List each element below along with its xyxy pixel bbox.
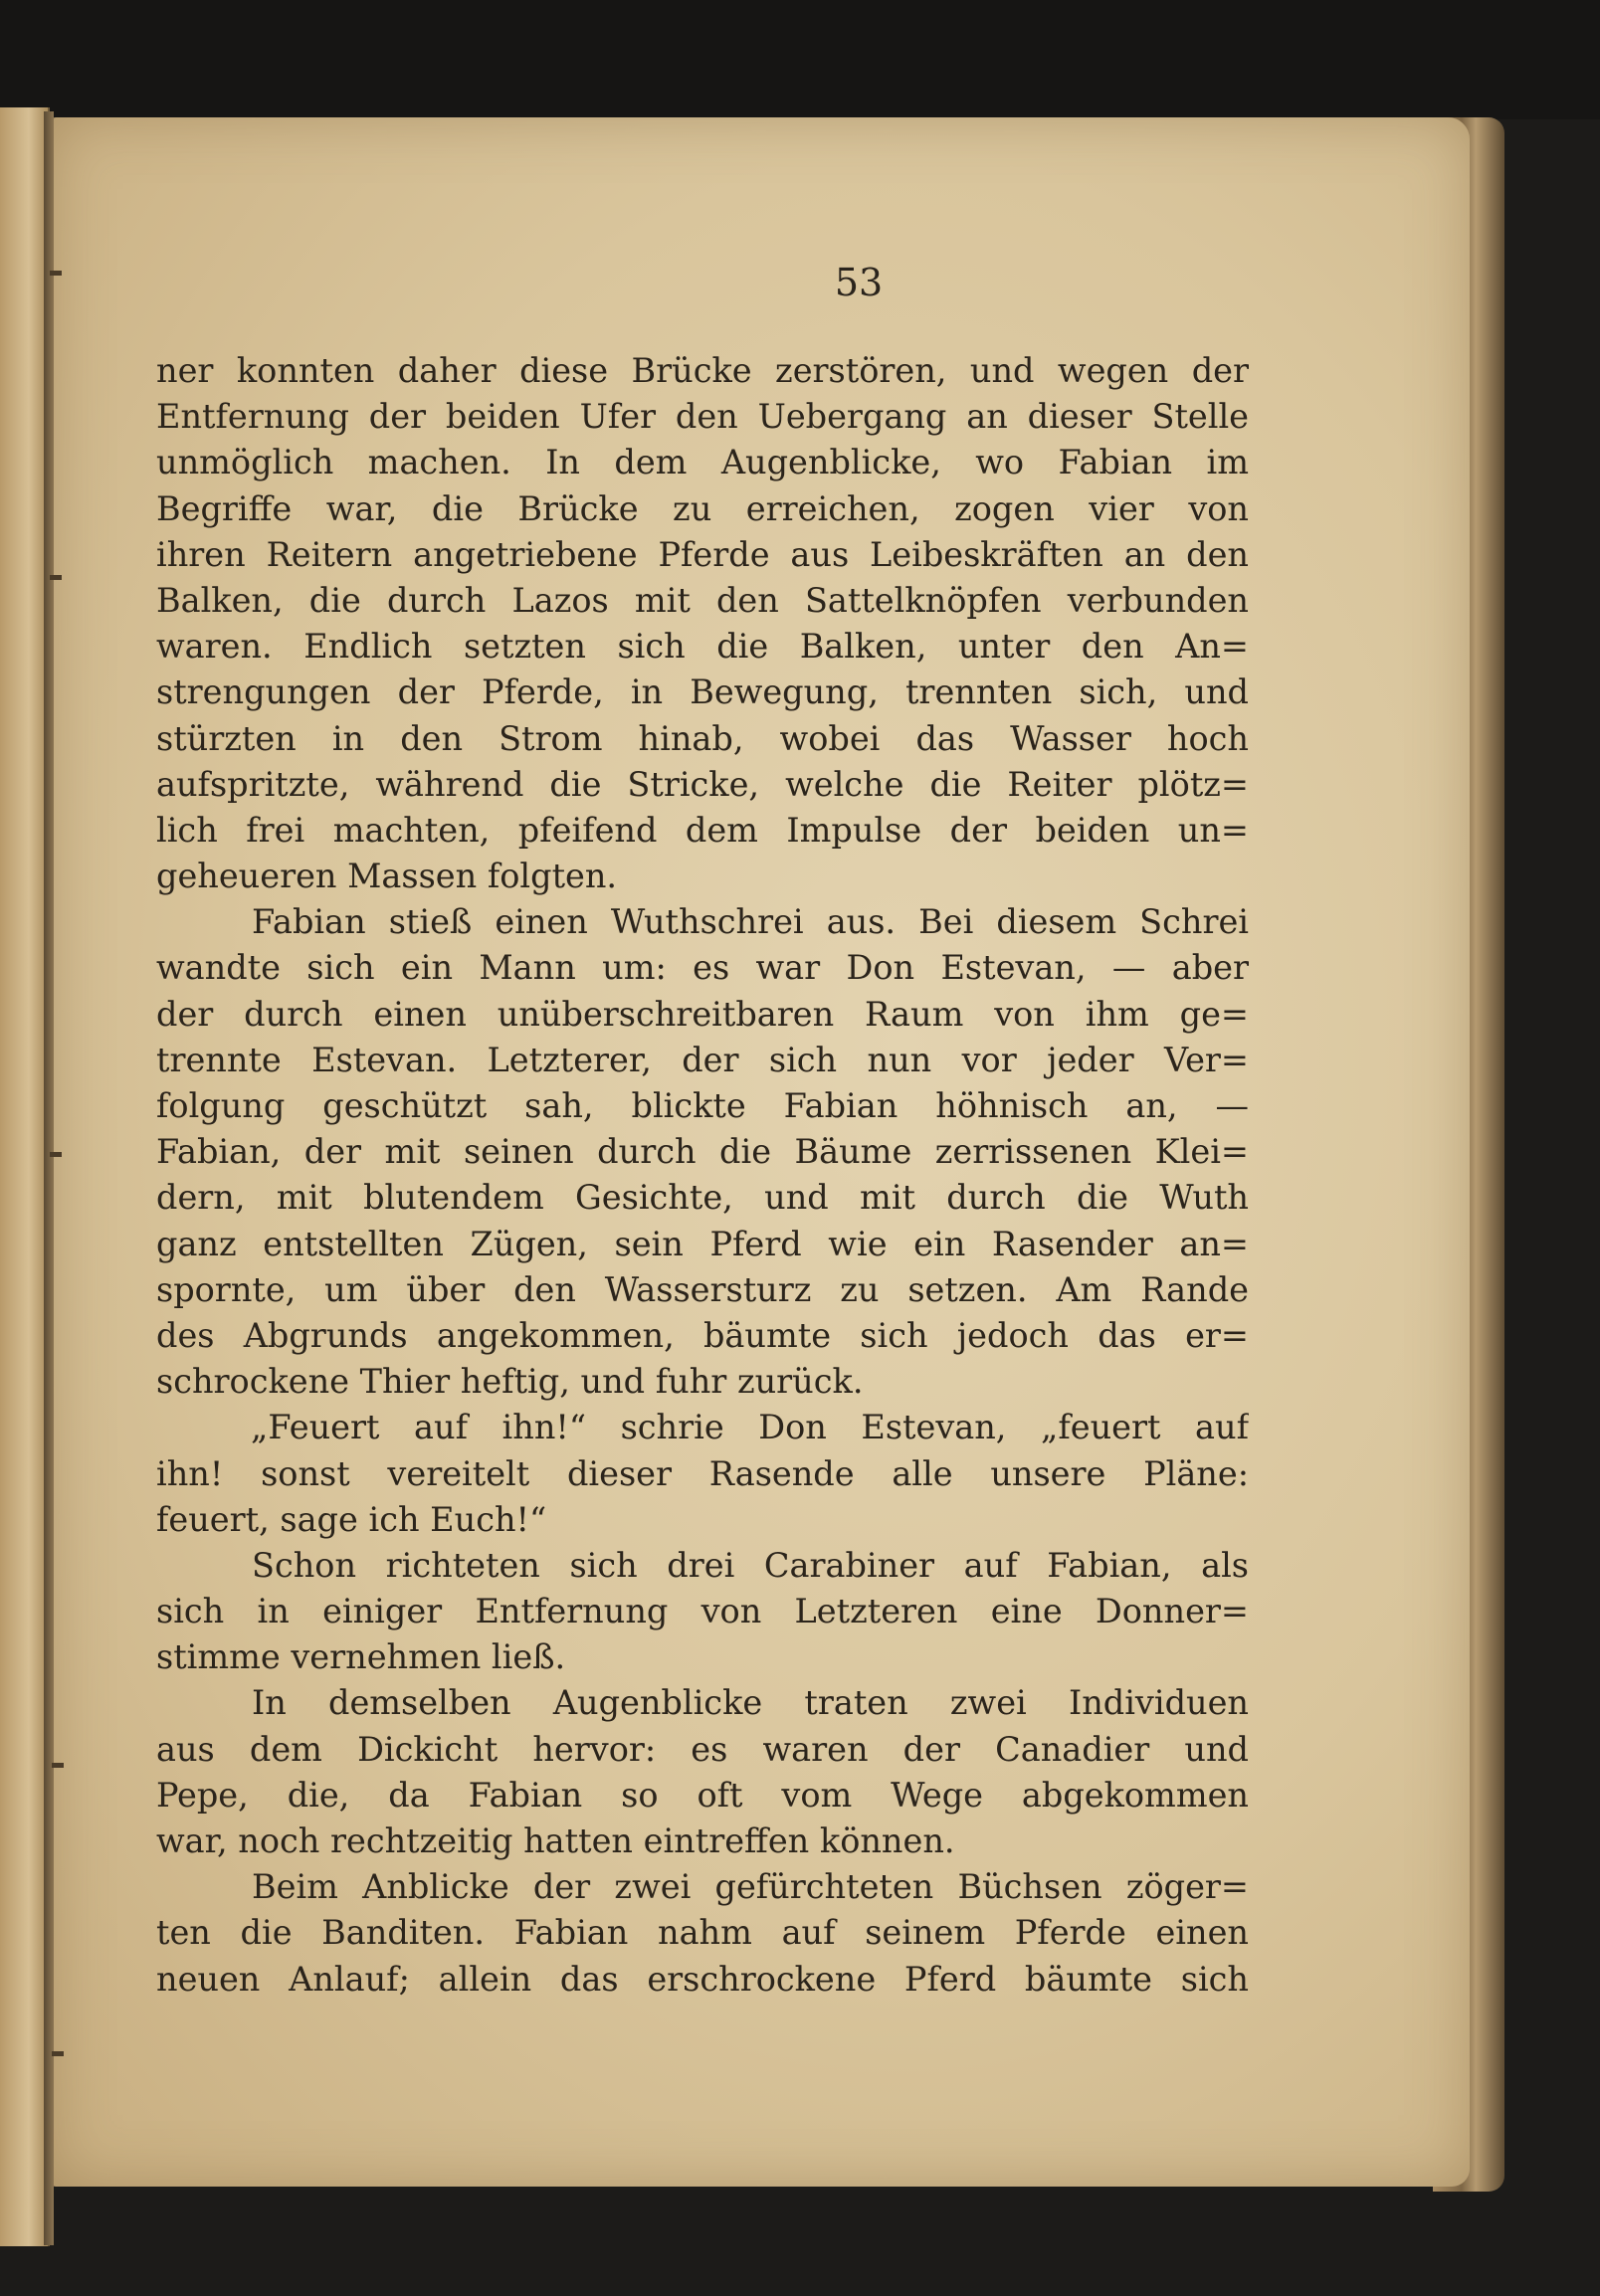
text-line: strengungen der Pferde, in Bewegung, trennten sich, und [156, 672, 1249, 712]
text-line: Entfernung der beiden Ufer den Uebergang an dieser Stelle [156, 397, 1249, 437]
text-line: dern, mit blutendem Gesichte, und mit durch die Wuth [156, 1178, 1249, 1218]
background-top [0, 0, 1600, 119]
text-line: geheueren Massen folgten. [156, 857, 618, 896]
text-line: des Abgrunds angekommen, bäumte sich jedoch das er= [156, 1315, 1249, 1355]
text-line: feuert, sage ich Euch!“ [156, 1499, 547, 1539]
text-line: Schon richteten sich drei Carabiner auf Fabian, als [252, 1545, 1249, 1585]
page-number: 53 [834, 261, 884, 304]
text-line: neuen Anlauf; allein das erschrockene Pferd bäumte sich [156, 1959, 1249, 1999]
text-line: wandte sich ein Mann um: es war Don Estevan, — aber [156, 948, 1249, 988]
text-line: schrockene Thier heftig, und fuhr zurück. [156, 1362, 864, 1402]
text-line: aus dem Dickicht hervor: es waren der Canadier und [156, 1729, 1249, 1769]
text-line: Pepe, die, da Fabian so oft vom Wege abgekommen [156, 1775, 1249, 1815]
text-line: waren. Endlich setzten sich die Balken, unter den An= [156, 627, 1249, 667]
text-line: Fabian stieß einen Wuthschrei aus. Bei diesem Schrei [252, 902, 1249, 942]
text-line: stimme vernehmen ließ. [156, 1637, 566, 1677]
text-line: Begriffe war, die Brücke zu erreichen, zogen vier von [156, 488, 1249, 528]
text-line: sich in einiger Entfernung von Letzteren eine Donner= [156, 1592, 1249, 1631]
text-line: Balken, die durch Lazos mit den Sattelknöpfen verbunden [156, 580, 1249, 620]
text-line: trennte Estevan. Letzterer, der sich nun vor jeder Ver= [156, 1040, 1249, 1079]
text-line: ner konnten daher diese Brücke zerstören, und wegen der [156, 351, 1249, 390]
text-line: „Feuert auf ihn!“ schrie Don Estevan, „feuert auf [251, 1408, 1249, 1447]
page-body-text [156, 348, 1249, 2003]
text-line: Beim Anblicke der zwei gefürchteten Büchsen zöger= [252, 1867, 1249, 1907]
text-line: ihren Reitern angetriebene Pferde aus Leibeskräften an den [156, 534, 1249, 574]
margin-mark [52, 2051, 64, 2056]
text-line: ten die Banditen. Fabian nahm auf seinem Pferde einen [156, 1913, 1249, 1953]
book-gutter [44, 111, 54, 2245]
text-line: der durch einen unüberschreitbaren Raum von ihm ge= [156, 994, 1249, 1034]
text-line: stürzten in den Strom hinab, wobei das Wasser hoch [156, 718, 1249, 758]
text-line: Fabian, der mit seinen durch die Bäume zerrissenen Klei= [156, 1132, 1249, 1172]
facing-page-edge [0, 107, 50, 2246]
text-line: ganz entstellten Zügen, sein Pferd wie ein Rasender an= [156, 1224, 1249, 1263]
text-line: spornte, um über den Wassersturz zu setzen. Am Rande [156, 1269, 1249, 1309]
text-line: aufspritzte, während die Stricke, welche die Reiter plötz= [156, 764, 1249, 804]
text-line: In demselben Augenblicke traten zwei Individuen [252, 1683, 1249, 1723]
margin-mark [50, 1152, 62, 1157]
margin-mark [50, 575, 62, 580]
text-line: ihn! sonst vereitelt dieser Rasende alle unsere Pläne: [156, 1453, 1249, 1493]
text-line: folgung geschützt sah, blickte Fabian höhnisch an, — [156, 1086, 1249, 1125]
text-line: war, noch rechtzeitig hatten eintreffen können. [156, 1821, 955, 1860]
text-line: lich frei machten, pfeifend dem Impulse der beiden un= [156, 810, 1249, 850]
text-line: unmöglich machen. In dem Augenblicke, wo Fabian im [156, 443, 1249, 482]
margin-mark [52, 1763, 64, 1768]
